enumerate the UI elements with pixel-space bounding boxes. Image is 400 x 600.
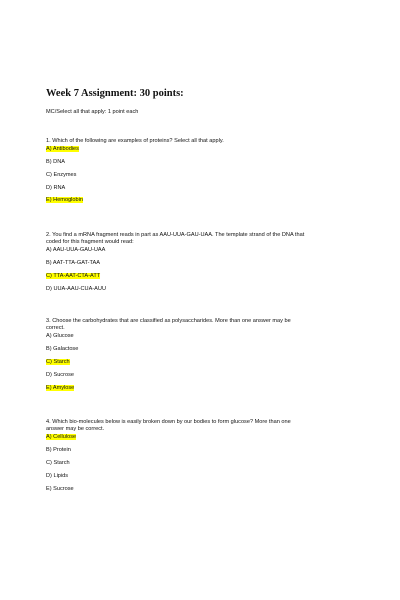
question-4-option-a: A) Cellulose [46, 434, 77, 441]
question-3-text-line-1: 3. Choose the carbohydrates that are classified as polysaccharides. More than one answer may be [46, 318, 291, 324]
question-1-option-c: C) Enzymes [46, 171, 77, 178]
question-2-text [46, 232, 364, 246]
question-4-option-d: D) Lipids [46, 472, 69, 479]
question-1-option-d: D) RNA [46, 184, 66, 191]
assignment-title: Week 7 Assignment: 30 points: [46, 88, 184, 99]
question-2-option-d: D) UUA-AAU-CUA-AUU [46, 285, 106, 292]
question-3 [46, 318, 364, 392]
question-3-option-d: D) Sucrose [46, 371, 74, 378]
question-2-option-c: C) TTA-AAT-CTA-ATT [46, 272, 101, 279]
question-3-text-line-2: correct. [46, 325, 65, 332]
question-4 [46, 419, 364, 493]
question-4-option-b: B) Protein [46, 447, 71, 454]
question-3-text [46, 318, 364, 332]
question-3-option-b: B) Galactose [46, 346, 79, 353]
question-3-option-c: C) Starch [46, 358, 70, 365]
question-1-text: 1. Which of the following are examples of proteins? Select all that apply. [46, 138, 224, 144]
question-1-option-e: E) Hemoglobin [46, 197, 83, 204]
question-3-option-e: E) Amylose [46, 384, 75, 391]
question-4-option-c: C) Starch [46, 459, 70, 466]
question-2-option-a: A) AAU-UUA-GAU-UAA [46, 247, 106, 254]
question-4-text-line-2: answer may be correct. [46, 426, 105, 433]
question-2-text-line-1: 2. You find a mRNA fragment reads in part as AAU-UUA-GAU-UAA. The template strand of the DNA that [46, 232, 305, 238]
question-2-text-line-2: coded for this fragment would read: [46, 239, 134, 246]
question-4-text-line-1: 4. Which bio-molecules below is easily broken down by our bodies to form glucose? More than one [46, 419, 291, 425]
question-1 [46, 138, 364, 205]
question-1-option-b: B) DNA [46, 158, 65, 165]
question-1-option-a: A) Antibodies [46, 146, 79, 153]
assignment-instructions: MC/Select all that apply: 1 point each [46, 109, 139, 115]
question-3-option-a: A) Glucose [46, 333, 74, 340]
question-4-option-e: E) Sucrose [46, 485, 74, 492]
question-2-option-b: B) AAT-TTA-GAT-TAA [46, 260, 100, 267]
question-2 [46, 232, 364, 293]
question-4-text [46, 419, 364, 433]
